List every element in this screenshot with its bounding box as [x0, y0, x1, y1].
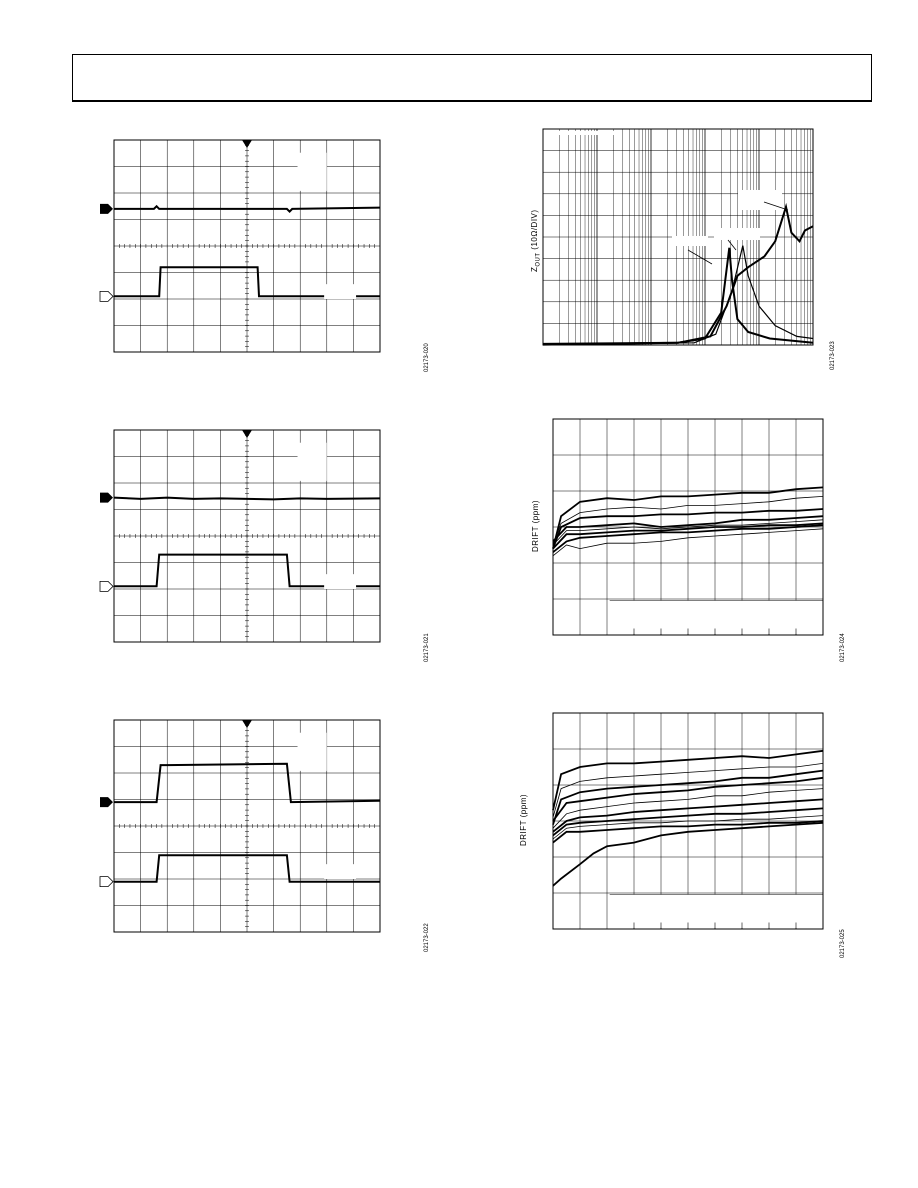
zout-annotation-box: [672, 236, 708, 246]
scope-annotation-box: [298, 733, 327, 771]
channel-1-marker: [100, 797, 113, 807]
drift-1-ylabel: DRIFT (ppm): [531, 499, 540, 552]
channel-1-marker: [100, 204, 113, 214]
scope-annotation-box: [324, 864, 356, 879]
channel-1-marker: [100, 493, 113, 503]
drift-2-ylabel: DRIFT (ppm): [519, 793, 528, 846]
figure-code-1: 02173-020: [424, 343, 430, 372]
scope-annotation-box: [298, 443, 327, 481]
zout-chart: [542, 128, 814, 346]
page-header-frame: [72, 54, 872, 102]
scope-3-chart: [100, 720, 382, 934]
scope-2-chart: [100, 430, 382, 644]
scope-1-chart: [100, 140, 382, 354]
scope-annotation-box: [298, 153, 327, 191]
channel-2-marker: [100, 291, 113, 301]
zout-ylabel: [530, 209, 542, 272]
zout-annotation-box: [714, 228, 760, 240]
figure-code-5: 02173-024: [840, 633, 846, 662]
channel-2-marker: [100, 877, 113, 887]
scope-annotation-box: [324, 284, 356, 299]
figure-code-3: 02173-022: [424, 923, 430, 952]
scope-annotation-box: [324, 574, 356, 589]
zout-ylabel-rest: (10Ω/DIV): [530, 209, 539, 253]
zout-ylabel-sub: OUT: [535, 252, 542, 267]
figure-code-6: 02173-025: [840, 929, 846, 958]
drift-1-chart: [552, 418, 824, 636]
drift-2-chart: [552, 712, 824, 930]
zout-annotation-box: [738, 190, 782, 210]
channel-2-marker: [100, 581, 113, 591]
figure-code-4: 02173-023: [830, 341, 836, 370]
zout-label-area: [554, 131, 614, 135]
figure-code-2: 02173-021: [424, 633, 430, 662]
zout-ylabel-main: Z: [530, 266, 539, 272]
